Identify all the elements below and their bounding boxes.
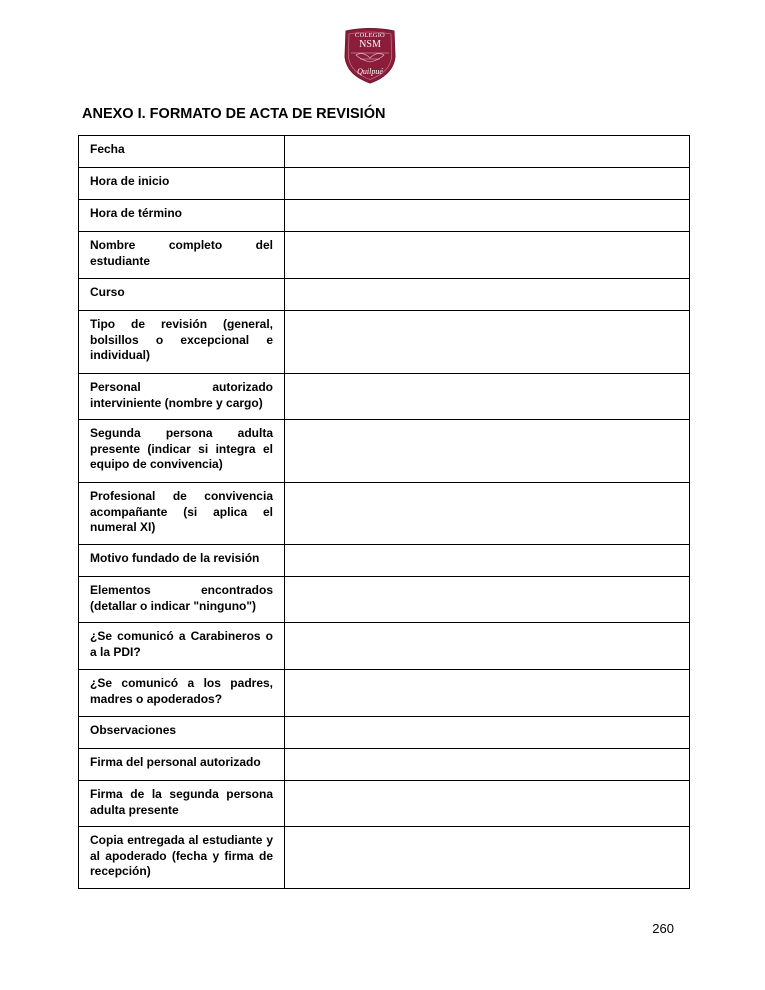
form-row-value-field[interactable] [285, 749, 690, 781]
form-row-value-field[interactable] [285, 200, 690, 232]
form-row [79, 781, 690, 827]
form-row-label: Firma de la segunda persona adulta presente [79, 781, 285, 827]
form-row-label: ¿Se comunicó a Carabineros o a la PDI? [79, 623, 285, 670]
form-row-value-field[interactable] [285, 623, 690, 670]
form-row-value-field[interactable] [285, 279, 690, 311]
form-row [79, 374, 690, 420]
logo-text-city: Quilpué [357, 67, 383, 76]
form-row-label: Curso [79, 279, 285, 311]
form-row-value-field[interactable] [285, 577, 690, 623]
form-row [79, 168, 690, 200]
page-number: 260 [652, 921, 674, 936]
form-row [79, 717, 690, 749]
form-row [79, 670, 690, 717]
logo-text-colegio: COLEGIO [355, 32, 385, 39]
form-row-label: Motivo fundado de la revisión [79, 545, 285, 577]
form-row [79, 232, 690, 279]
form-row-label: Nombre completo del estudiante [79, 232, 285, 279]
form-row [79, 420, 690, 483]
review-record-form [78, 135, 690, 889]
form-row [79, 577, 690, 623]
form-row-value-field[interactable] [285, 420, 690, 483]
form-row-value-field[interactable] [285, 781, 690, 827]
form-row [79, 200, 690, 232]
form-row [79, 623, 690, 670]
logo-text-nsm: NSM [359, 39, 381, 50]
document-title: ANEXO I. FORMATO DE ACTA DE REVISIÓN [82, 106, 386, 122]
form-row [79, 545, 690, 577]
form-row-value-field[interactable] [285, 168, 690, 200]
form-row [79, 279, 690, 311]
form-row-label: Copia entregada al estudiante y al apoderado (fecha y firma de recepción) [79, 827, 285, 889]
form-row-label: Profesional de convivencia acompañante (si aplica el numeral XI) [79, 483, 285, 545]
form-row-label: Personal autorizado interviniente (nombre y cargo) [79, 374, 285, 420]
form-row-value-field[interactable] [285, 374, 690, 420]
form-row-label: Elementos encontrados (detallar o indicar "ninguno") [79, 577, 285, 623]
form-row-label: Tipo de revisión (general, bolsillos o excepcional e individual) [79, 311, 285, 374]
form-row-label: Segunda persona adulta presente (indicar si integra el equipo de convivencia) [79, 420, 285, 483]
form-row-value-field[interactable] [285, 827, 690, 889]
form-row-label: Hora de término [79, 200, 285, 232]
form-row-label: ¿Se comunicó a los padres, madres o apoderados? [79, 670, 285, 717]
form-row [79, 827, 690, 889]
form-row-label: Hora de inicio [79, 168, 285, 200]
form-row-value-field[interactable] [285, 545, 690, 577]
form-row-label: Observaciones [79, 717, 285, 749]
form-row-label: Fecha [79, 136, 285, 168]
form-row [79, 311, 690, 374]
form-row [79, 749, 690, 781]
form-row-value-field[interactable] [285, 311, 690, 374]
form-row-value-field[interactable] [285, 670, 690, 717]
school-logo [343, 27, 397, 84]
form-row [79, 483, 690, 545]
form-row-value-field[interactable] [285, 232, 690, 279]
form-row-value-field[interactable] [285, 483, 690, 545]
form-row-value-field[interactable] [285, 717, 690, 749]
form-row-label: Firma del personal autorizado [79, 749, 285, 781]
form-row [79, 136, 690, 168]
form-body [79, 136, 690, 889]
form-row-value-field[interactable] [285, 136, 690, 168]
